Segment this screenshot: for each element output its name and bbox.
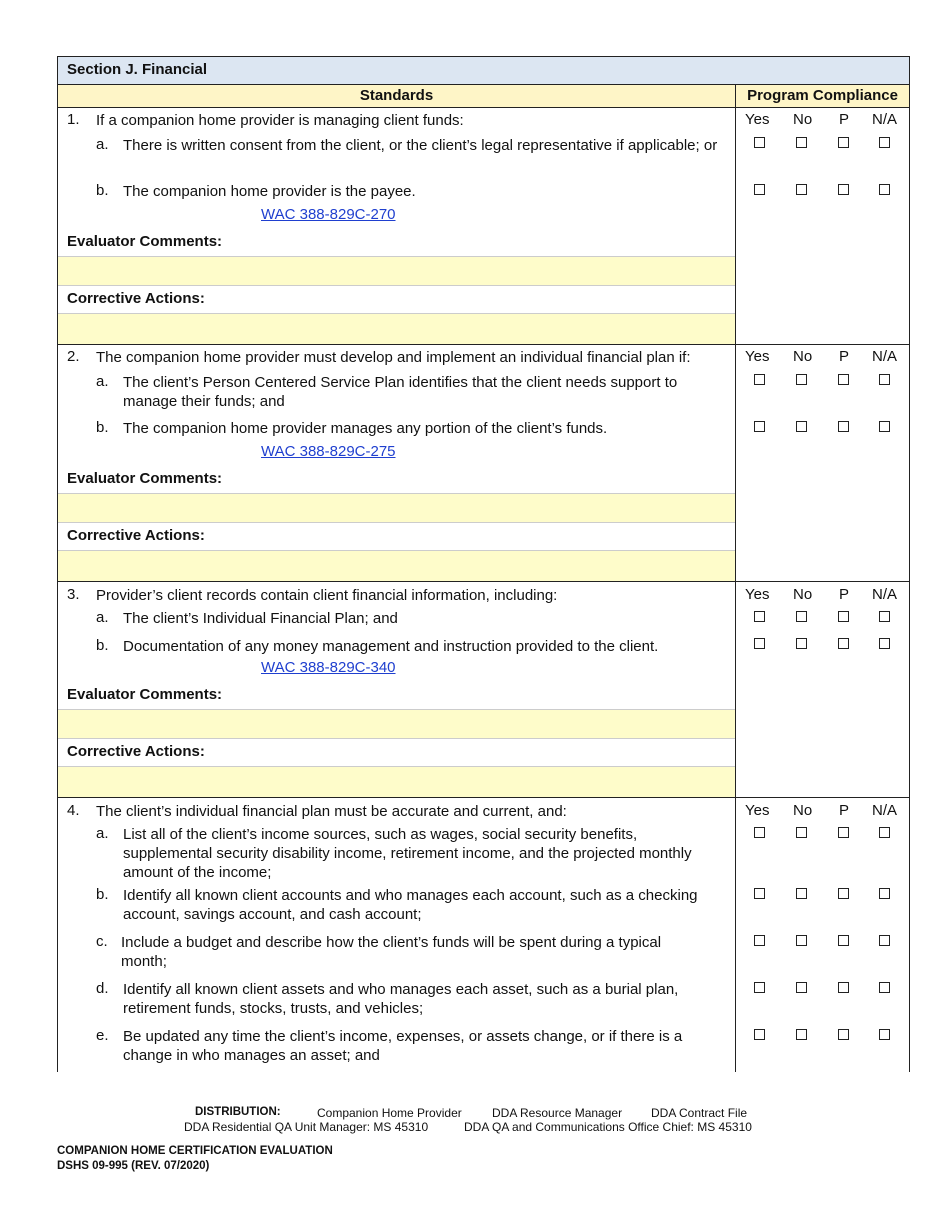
checkbox-no[interactable] bbox=[796, 935, 807, 946]
checkbox-no[interactable] bbox=[796, 1029, 807, 1040]
corrective-actions-field-3[interactable] bbox=[58, 767, 735, 797]
item-text: If a companion home provider is managing client funds: bbox=[96, 112, 464, 129]
item-text: Provider’s client records contain client financial information, including: bbox=[96, 587, 558, 604]
option-p-label: P bbox=[839, 802, 850, 819]
sub-letter: c. bbox=[96, 933, 108, 950]
checkbox-no[interactable] bbox=[796, 374, 807, 385]
checkbox-no[interactable] bbox=[796, 638, 807, 649]
checkbox-yes[interactable] bbox=[754, 1029, 765, 1040]
checkbox-p[interactable] bbox=[838, 421, 849, 432]
item-separator bbox=[57, 797, 910, 798]
sub-letter: b. bbox=[96, 419, 109, 436]
sub-text: List all of the client’s income sources, such as wages, social security benefits, supplemental security disability income, retirement income, and the projected monthly amount of the income; bbox=[123, 826, 692, 881]
sub-letter: a. bbox=[96, 609, 109, 626]
sub-letter: a. bbox=[96, 136, 109, 153]
sub-text: Identify all known client accounts and who manages each account, such as a checking account, savings account, and cash account; bbox=[123, 887, 698, 923]
evaluator-comments-field-2[interactable] bbox=[58, 494, 735, 522]
checkbox-no[interactable] bbox=[796, 611, 807, 622]
checkbox-na[interactable] bbox=[879, 827, 890, 838]
item-number: 4. bbox=[67, 802, 80, 819]
checkbox-na[interactable] bbox=[879, 421, 890, 432]
corrective-actions-field-2[interactable] bbox=[58, 551, 735, 581]
corrective-actions-label: Corrective Actions: bbox=[67, 527, 205, 544]
row-divider bbox=[58, 285, 735, 286]
distribution-item: DDA Residential QA Unit Manager: MS 45310 bbox=[184, 1120, 429, 1134]
option-yes-label: Yes bbox=[745, 348, 770, 365]
distribution-item: DDA Contract File bbox=[651, 1106, 748, 1120]
sub-letter: b. bbox=[96, 886, 109, 903]
checkbox-na[interactable] bbox=[879, 374, 890, 385]
checkbox-no[interactable] bbox=[796, 421, 807, 432]
checkbox-p[interactable] bbox=[838, 611, 849, 622]
checkbox-yes[interactable] bbox=[754, 611, 765, 622]
option-yes-label: Yes bbox=[745, 586, 770, 603]
sub-text: The client’s Person Centered Service Plan identifies that the client needs support to manage their funds; and bbox=[123, 374, 678, 410]
option-no-label: No bbox=[793, 586, 813, 603]
checkbox-yes[interactable] bbox=[754, 421, 765, 432]
item-separator bbox=[57, 344, 910, 345]
row-divider bbox=[58, 256, 735, 257]
checkbox-yes[interactable] bbox=[754, 935, 765, 946]
sub-letter: b. bbox=[96, 637, 109, 654]
sub-text: Identify all known client assets and who manages each asset, such as a burial plan, retirement funds, stocks, trusts, and vehicles; bbox=[123, 981, 679, 1017]
checkbox-no[interactable] bbox=[796, 184, 807, 195]
corrective-actions-label: Corrective Actions: bbox=[67, 743, 205, 760]
wac-link[interactable]: WAC 388-829C-275 bbox=[261, 443, 396, 460]
row-divider bbox=[58, 493, 735, 494]
sub-letter: a. bbox=[96, 373, 109, 390]
option-p-label: P bbox=[839, 111, 850, 128]
option-na-label: N/A bbox=[872, 586, 898, 603]
option-na-label: N/A bbox=[872, 111, 898, 128]
evaluator-comments-label: Evaluator Comments: bbox=[67, 233, 223, 250]
checkbox-p[interactable] bbox=[838, 137, 849, 148]
checkbox-p[interactable] bbox=[838, 1029, 849, 1040]
option-no-label: No bbox=[793, 802, 813, 819]
sub-text: Include a budget and describe how the client’s funds will be spent during a typical month; bbox=[121, 934, 662, 970]
checkbox-p[interactable] bbox=[838, 827, 849, 838]
row-divider bbox=[58, 313, 735, 314]
sub-text: Documentation of any money management and instruction provided to the client. bbox=[123, 638, 659, 655]
checkbox-p[interactable] bbox=[838, 888, 849, 899]
row-divider bbox=[58, 709, 735, 710]
checkbox-na[interactable] bbox=[879, 137, 890, 148]
checkbox-no[interactable] bbox=[796, 137, 807, 148]
checkbox-yes[interactable] bbox=[754, 888, 765, 899]
column-divider bbox=[735, 108, 736, 1072]
checkbox-na[interactable] bbox=[879, 638, 890, 649]
checkbox-p[interactable] bbox=[838, 184, 849, 195]
checkbox-p[interactable] bbox=[838, 935, 849, 946]
checkbox-yes[interactable] bbox=[754, 137, 765, 148]
checkbox-p[interactable] bbox=[838, 982, 849, 993]
checkbox-na[interactable] bbox=[879, 888, 890, 899]
item-number: 1. bbox=[67, 111, 80, 128]
section-title: Section J. Financial bbox=[57, 56, 910, 85]
checkbox-no[interactable] bbox=[796, 982, 807, 993]
option-p-label: P bbox=[839, 586, 850, 603]
checkbox-p[interactable] bbox=[838, 374, 849, 385]
distribution-item: DDA Resource Manager bbox=[492, 1106, 623, 1120]
wac-link[interactable]: WAC 388-829C-340 bbox=[261, 659, 396, 676]
distribution-item: DDA QA and Communications Office Chief: MS 45310 bbox=[464, 1120, 752, 1134]
form-title: COMPANION HOME CERTIFICATION EVALUATION bbox=[57, 1145, 333, 1157]
checkbox-na[interactable] bbox=[879, 935, 890, 946]
distribution-item: Companion Home Provider bbox=[317, 1106, 462, 1120]
corrective-actions-field-1[interactable] bbox=[58, 314, 735, 344]
option-yes-label: Yes bbox=[745, 111, 770, 128]
checkbox-no[interactable] bbox=[796, 827, 807, 838]
checkbox-na[interactable] bbox=[879, 982, 890, 993]
checkbox-yes[interactable] bbox=[754, 982, 765, 993]
row-divider bbox=[58, 766, 735, 767]
evaluator-comments-label: Evaluator Comments: bbox=[67, 470, 223, 487]
wac-link[interactable]: WAC 388-829C-270 bbox=[261, 206, 396, 223]
option-no-label: No bbox=[793, 348, 813, 365]
sub-text: There is written consent from the client, or the client’s legal representative if applicable; or bbox=[123, 137, 718, 154]
row-divider bbox=[58, 550, 735, 551]
compliance-header: Program Compliance bbox=[735, 85, 910, 108]
item-number: 3. bbox=[67, 586, 80, 603]
checkbox-yes[interactable] bbox=[754, 184, 765, 195]
option-p-label: P bbox=[839, 348, 850, 365]
checkbox-yes[interactable] bbox=[754, 374, 765, 385]
checkbox-na[interactable] bbox=[879, 184, 890, 195]
checkbox-no[interactable] bbox=[796, 888, 807, 899]
checkbox-na[interactable] bbox=[879, 611, 890, 622]
item-text: The companion home provider must develop and implement an individual financial plan if: bbox=[96, 349, 691, 366]
form-number: DSHS 09-995 (REV. 07/2020) bbox=[57, 1160, 210, 1172]
sub-letter: a. bbox=[96, 825, 109, 842]
sub-text: The client’s Individual Financial Plan; and bbox=[123, 610, 398, 627]
option-yes-label: Yes bbox=[745, 802, 770, 819]
option-no-label: No bbox=[793, 111, 813, 128]
item-text: The client’s individual financial plan must be accurate and current, and: bbox=[96, 803, 567, 820]
row-divider bbox=[58, 522, 735, 523]
sub-text: The companion home provider is the payee. bbox=[123, 183, 416, 200]
item-separator bbox=[57, 581, 910, 582]
sub-text: The companion home provider manages any portion of the client’s funds. bbox=[123, 420, 608, 437]
standards-header: Standards bbox=[57, 85, 735, 108]
corrective-actions-label: Corrective Actions: bbox=[67, 290, 205, 307]
sub-letter: b. bbox=[96, 182, 109, 199]
checkbox-p[interactable] bbox=[838, 638, 849, 649]
sub-letter: d. bbox=[96, 980, 109, 997]
evaluator-comments-field-1[interactable] bbox=[58, 257, 735, 285]
evaluator-comments-field-3[interactable] bbox=[58, 710, 735, 738]
row-divider bbox=[58, 738, 735, 739]
sub-letter: e. bbox=[96, 1027, 109, 1044]
checkbox-na[interactable] bbox=[879, 1029, 890, 1040]
option-na-label: N/A bbox=[872, 348, 898, 365]
item-number: 2. bbox=[67, 348, 80, 365]
option-na-label: N/A bbox=[872, 802, 898, 819]
sub-text: Be updated any time the client’s income, expenses, or assets change, or if there is a change in who manages an asset; and bbox=[123, 1028, 683, 1064]
distribution-label: DISTRIBUTION: bbox=[195, 1106, 281, 1118]
evaluator-comments-label: Evaluator Comments: bbox=[67, 686, 223, 703]
checkbox-yes[interactable] bbox=[754, 638, 765, 649]
checkbox-yes[interactable] bbox=[754, 827, 765, 838]
